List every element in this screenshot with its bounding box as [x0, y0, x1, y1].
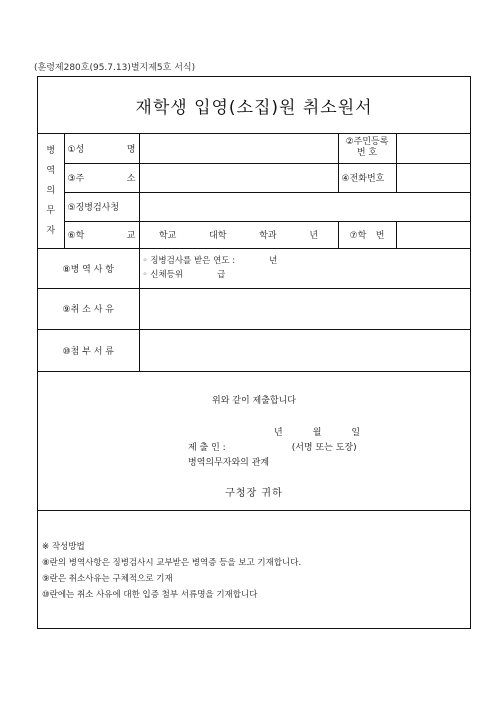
submission-block [38, 371, 470, 511]
form-frame [37, 76, 471, 629]
rrn-input[interactable] [396, 134, 470, 163]
instructions [42, 539, 301, 603]
phone-input[interactable] [396, 163, 470, 192]
label-reason: ⑨취 소 사 유 [38, 288, 139, 329]
form-table [38, 134, 470, 372]
row-name [38, 134, 470, 163]
row-exam-office [38, 192, 470, 221]
school-unit-school: 학교 [158, 231, 177, 241]
row-attachments [38, 329, 470, 371]
attachments-input[interactable] [139, 329, 470, 371]
school-input[interactable] [139, 221, 338, 248]
instruction-item: ⑩란에는 취소 사유에 대한 입증 첨부 서류명을 기재합니다 [42, 590, 258, 600]
label-rrn: ②주민등록 번 호 [338, 134, 396, 163]
relation-line: 병역의무자와의 관계 [188, 458, 270, 468]
school-unit-department: 학과 [259, 231, 277, 241]
address-input[interactable] [139, 163, 338, 192]
label-military: ⑧병 역 사 항 [38, 248, 139, 288]
row-school [38, 221, 470, 248]
label-address: ③주 소 [64, 163, 139, 192]
reason-input[interactable] [139, 288, 470, 329]
instruction-item: ⑨란은 취소사유는 구체적으로 기재 [42, 574, 173, 584]
instruction-item: ⑧란의 병역사항은 징병검사시 교부받은 병역증 등을 보고 기재합니다. [42, 558, 302, 568]
label-school: ⑥학 교 [64, 221, 139, 248]
name-input[interactable] [139, 134, 338, 163]
label-student-no: ⑦학 번 [338, 221, 396, 248]
addressee: 구청장 귀하 [225, 488, 283, 499]
student-no-input[interactable] [396, 221, 470, 248]
row-military [38, 248, 470, 288]
section-label-military-person: 병 역 의 무 자 [38, 134, 64, 248]
row-reason [38, 288, 470, 329]
row-address [38, 163, 470, 192]
label-attachments: ⑩첨 부 서 류 [38, 329, 139, 371]
submission-date: 년 월 일 [274, 428, 361, 438]
exam-office-input[interactable] [139, 192, 470, 221]
instructions-heading: ※ 작성방법 [42, 542, 85, 552]
label-name: ①성 명 [64, 134, 139, 163]
form-reference: (훈령제280호(95.7.13)별지제5호 서식) [34, 63, 196, 73]
school-unit-college: 대학 [209, 231, 227, 241]
label-phone: ④전화번호 [338, 163, 396, 192]
military-input[interactable]: ◦ 징병검사를 받은 연도 : 년 ◦ 신체등위 급 [139, 248, 470, 288]
submission-intro: 위와 같이 제출합니다 [212, 396, 296, 406]
form-title: 재학생 입영(소집)원 취소원서 [38, 77, 470, 134]
school-unit-year: 년 [309, 231, 319, 241]
submitter-line: 제 출 인 : (서명 또는 도장) [188, 443, 357, 453]
label-exam-office: ⑤징병검사청 [64, 192, 139, 221]
